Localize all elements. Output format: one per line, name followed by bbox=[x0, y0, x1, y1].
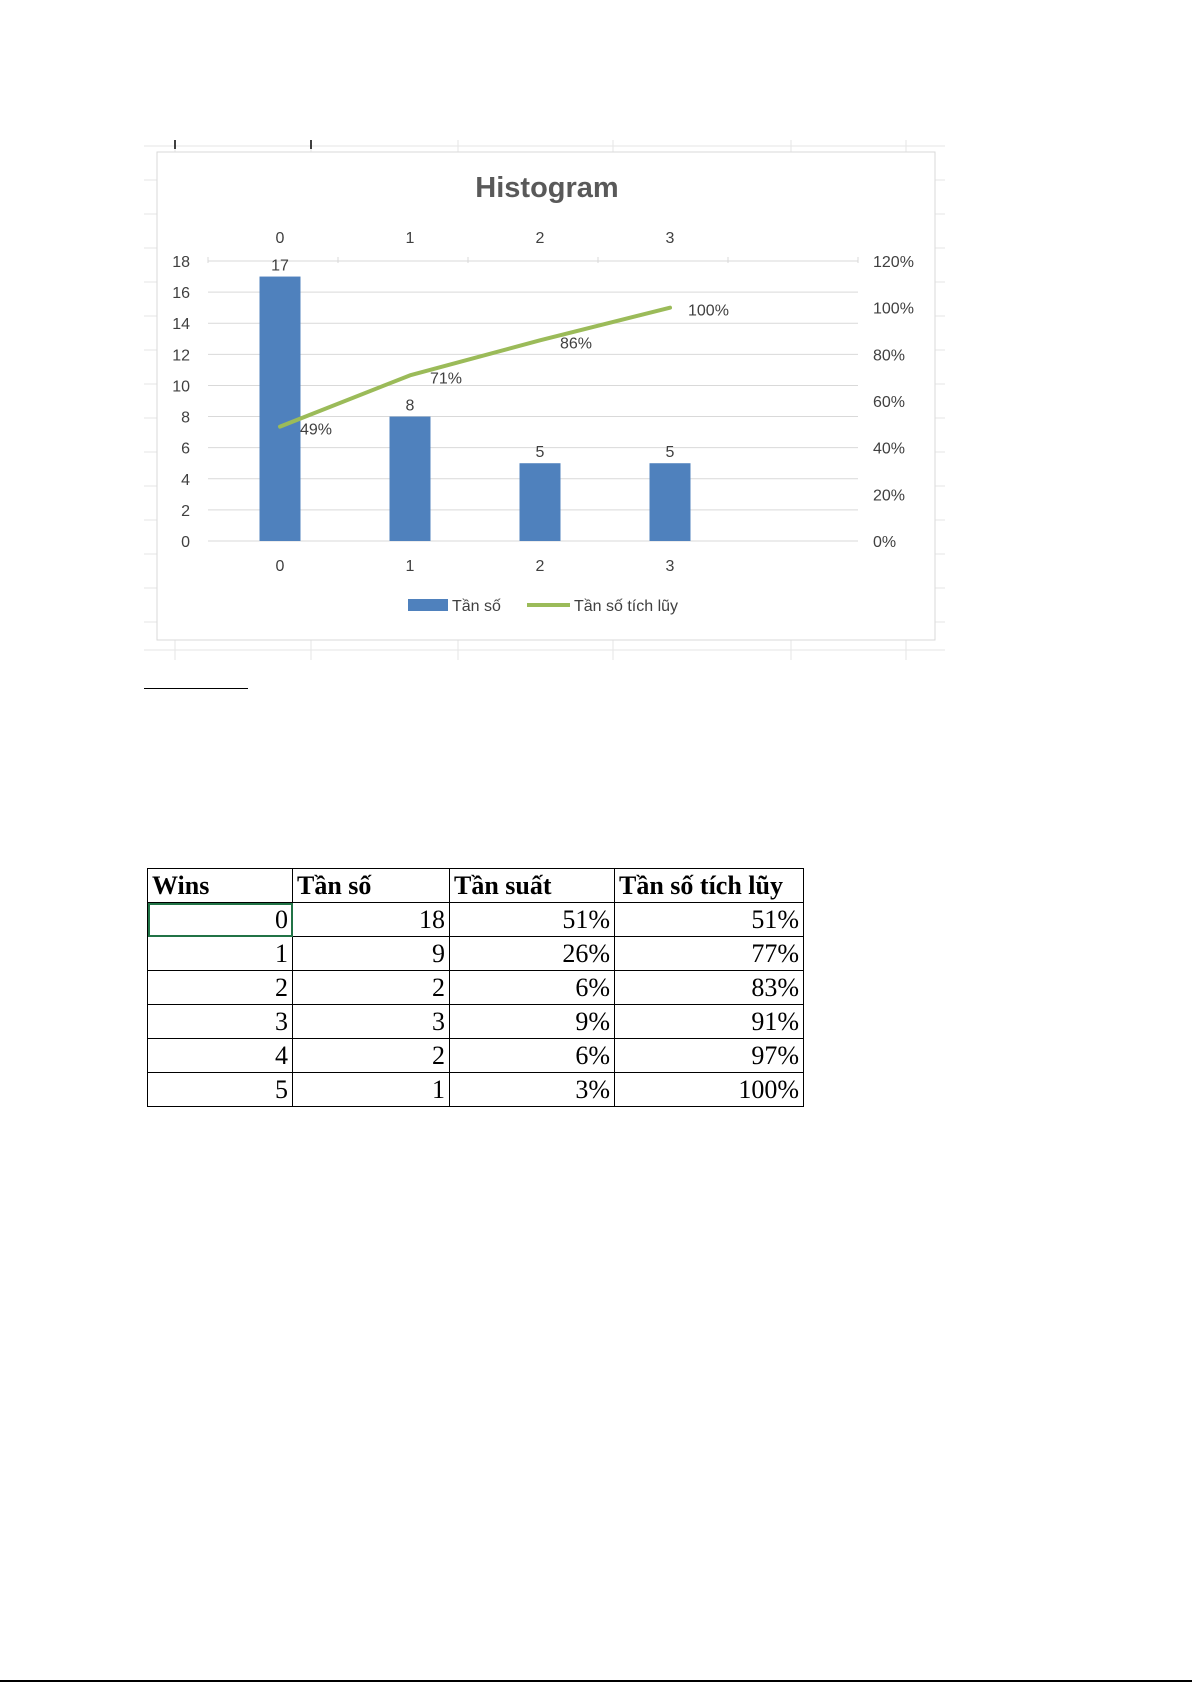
line-point bbox=[540, 340, 541, 341]
y-right-tick-label: 80% bbox=[873, 347, 906, 365]
table-row bbox=[148, 971, 804, 1005]
table-row bbox=[148, 1005, 804, 1039]
line-data-label: 86% bbox=[560, 335, 593, 353]
chart-title: Histogram bbox=[475, 172, 619, 204]
table-cell[interactable]: 9% bbox=[450, 1005, 615, 1039]
y-left-tick-label: 4 bbox=[181, 471, 190, 489]
y-right-tick-label: 120% bbox=[873, 254, 914, 271]
table-cell[interactable]: 2 bbox=[293, 971, 450, 1005]
header-tan-so-tich-luy: Tần số tích lũy bbox=[615, 869, 804, 903]
histogram-chart-svg bbox=[0, 0, 1192, 660]
table-cell[interactable]: 4 bbox=[148, 1039, 293, 1073]
bar-data-label: 5 bbox=[665, 444, 675, 462]
y-left-tick-label: 16 bbox=[172, 285, 190, 303]
table-cell[interactable]: 9 bbox=[293, 937, 450, 971]
table-row bbox=[148, 937, 804, 971]
table-row bbox=[148, 1073, 804, 1107]
table-cell[interactable]: 100% bbox=[615, 1073, 804, 1107]
table-cell[interactable]: 2 bbox=[148, 971, 293, 1005]
legend-label-bar: Tần số bbox=[452, 598, 501, 615]
page-bottom-rule bbox=[0, 1680, 1192, 1682]
bar bbox=[390, 417, 431, 541]
table-cell[interactable]: 1 bbox=[148, 937, 293, 971]
x-bottom-tick-label: 0 bbox=[275, 558, 285, 575]
y-right-tick-label: 0% bbox=[873, 534, 897, 551]
table-cell[interactable]: 3 bbox=[293, 1005, 450, 1039]
table-header-row bbox=[148, 869, 804, 903]
line-data-label: 100% bbox=[688, 302, 729, 320]
header-tan-suat: Tần suất bbox=[450, 869, 615, 903]
x-top-tick-label: 2 bbox=[535, 230, 545, 247]
table-cell[interactable]: 18 bbox=[293, 903, 450, 937]
legend-label-line: Tần số tích lũy bbox=[574, 598, 679, 615]
y-right-tick-label: 60% bbox=[873, 394, 906, 411]
histogram-chart bbox=[0, 0, 1192, 660]
y-right-tick-label: 40% bbox=[873, 440, 906, 458]
table-cell[interactable]: 91% bbox=[615, 1005, 804, 1039]
y-left-tick-label: 2 bbox=[181, 502, 190, 520]
x-top-tick-label: 3 bbox=[665, 230, 675, 247]
x-bottom-tick-label: 3 bbox=[665, 558, 675, 575]
table-cell[interactable]: 26% bbox=[450, 937, 615, 971]
table-cell[interactable]: 6% bbox=[450, 1039, 615, 1073]
line-point bbox=[280, 426, 281, 427]
table-cell[interactable]: 2 bbox=[293, 1039, 450, 1073]
x-bottom-tick-label: 2 bbox=[535, 558, 545, 575]
table-cell[interactable]: 51% bbox=[615, 903, 804, 937]
line-point bbox=[410, 375, 411, 376]
bar bbox=[650, 463, 691, 541]
table-cell[interactable]: 3% bbox=[450, 1073, 615, 1107]
line-point bbox=[670, 307, 671, 308]
table-cell[interactable]: 6% bbox=[450, 971, 615, 1005]
table-cell[interactable]: 1 bbox=[293, 1073, 450, 1107]
bar-data-label: 5 bbox=[535, 444, 545, 462]
y-left-tick-label: 6 bbox=[181, 440, 190, 458]
table-cell[interactable]: 0 bbox=[148, 903, 293, 937]
y-left-tick-label: 12 bbox=[172, 347, 190, 365]
separator-line bbox=[144, 688, 248, 689]
legend-swatch-bar bbox=[408, 599, 448, 611]
table-cell[interactable]: 5 bbox=[148, 1073, 293, 1107]
header-tan-so: Tần số bbox=[293, 869, 450, 903]
y-right-tick-label: 20% bbox=[873, 487, 906, 505]
line-data-label: 71% bbox=[430, 370, 463, 388]
x-top-tick-label: 1 bbox=[405, 230, 415, 247]
y-right-tick-label: 100% bbox=[873, 300, 914, 318]
y-left-tick-label: 0 bbox=[181, 534, 190, 551]
table-cell[interactable]: 77% bbox=[615, 937, 804, 971]
table-row bbox=[148, 903, 804, 937]
table-cell[interactable]: 3 bbox=[148, 1005, 293, 1039]
table-cell[interactable]: 83% bbox=[615, 971, 804, 1005]
x-top-tick-label: 0 bbox=[275, 230, 285, 247]
x-bottom-tick-label: 1 bbox=[405, 558, 415, 575]
y-left-tick-label: 18 bbox=[172, 254, 190, 271]
frequency-table bbox=[147, 868, 804, 1107]
bar-data-label: 8 bbox=[405, 397, 415, 415]
table-cell[interactable]: 97% bbox=[615, 1039, 804, 1073]
bar bbox=[260, 277, 301, 541]
line-data-label: 49% bbox=[300, 421, 333, 439]
bar-data-label: 17 bbox=[271, 257, 289, 275]
header-wins: Wins bbox=[148, 869, 293, 903]
table-row bbox=[148, 1039, 804, 1073]
table-cell[interactable]: 51% bbox=[450, 903, 615, 937]
bar bbox=[520, 463, 561, 541]
y-left-tick-label: 10 bbox=[172, 378, 190, 396]
y-left-tick-label: 14 bbox=[172, 316, 190, 334]
y-left-tick-label: 8 bbox=[181, 409, 190, 427]
